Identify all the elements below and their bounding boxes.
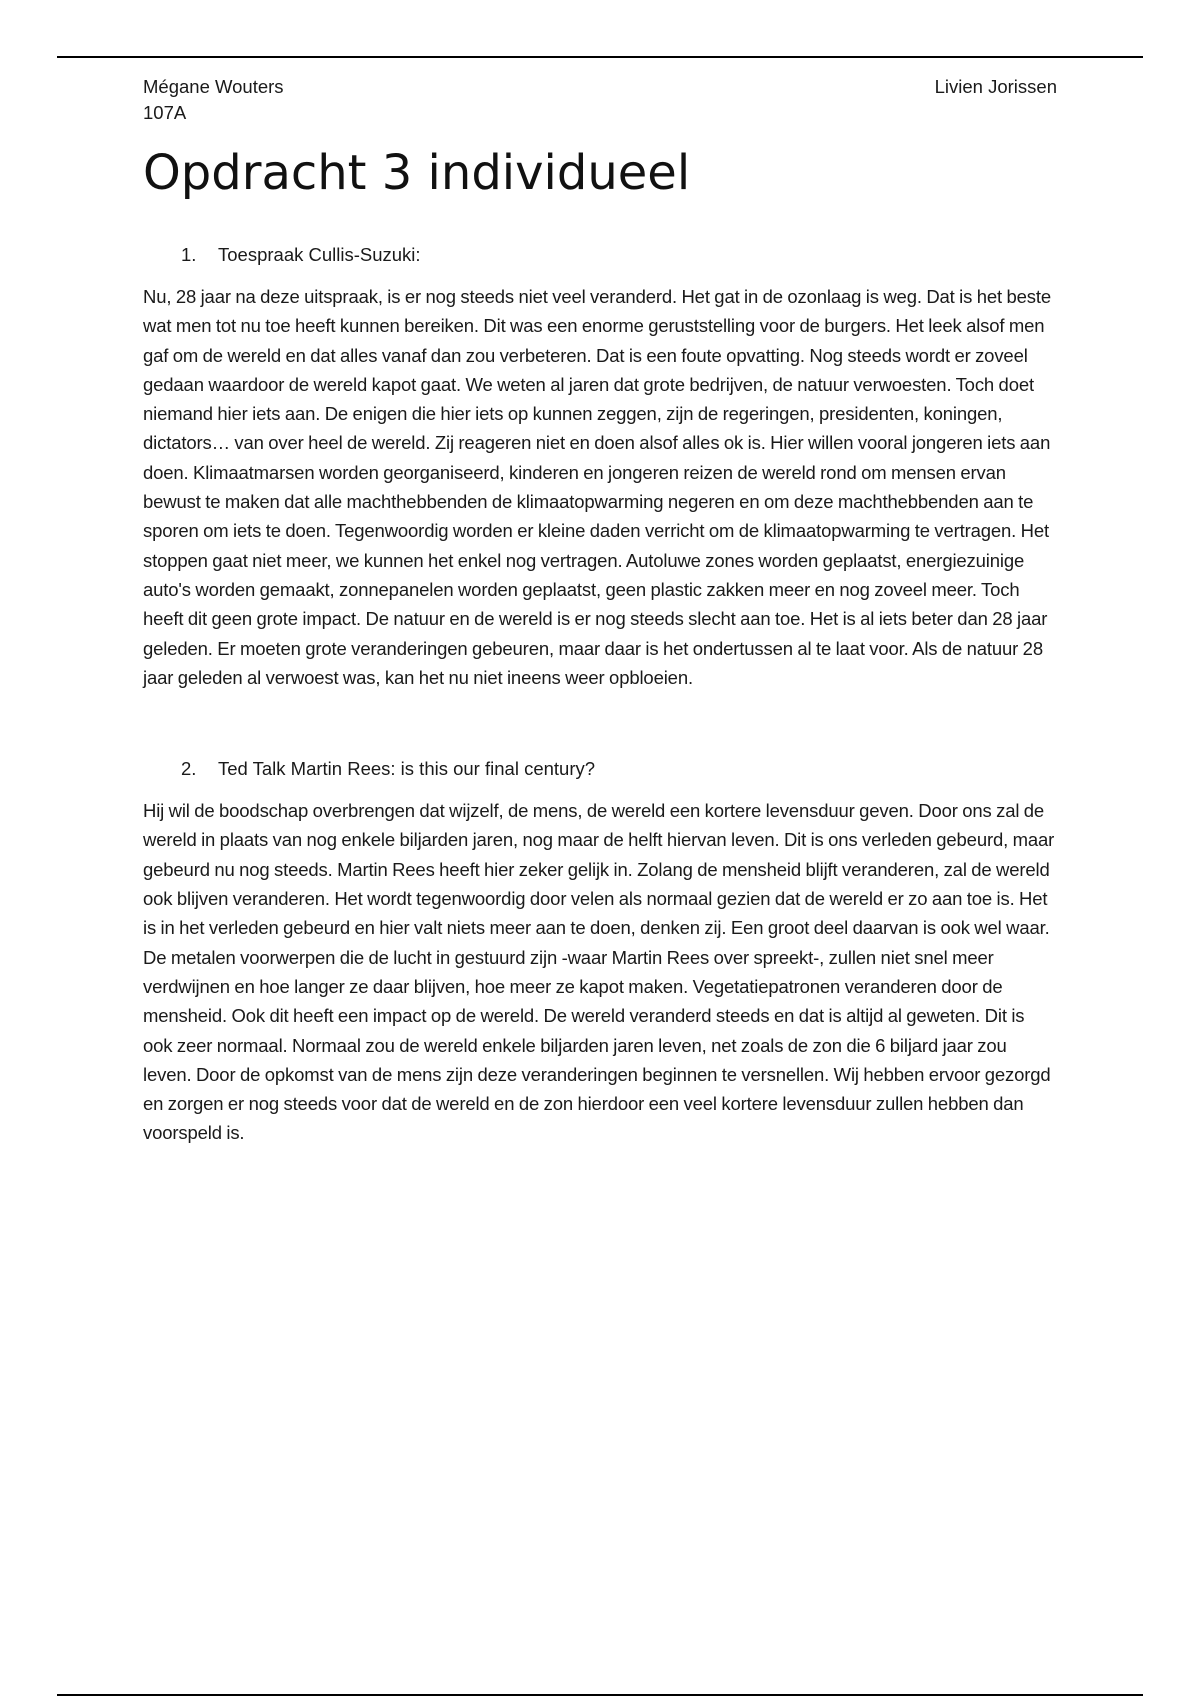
header-rule xyxy=(57,56,1143,58)
author-block xyxy=(143,74,284,126)
section-heading-2 xyxy=(181,756,1057,782)
section-number-2: 2. xyxy=(181,758,197,780)
page-header xyxy=(143,74,1057,126)
section-number-1: 1. xyxy=(181,244,197,265)
document-page xyxy=(143,74,1057,1148)
author-name: Mégane Wouters xyxy=(143,76,284,97)
section-title-1: Toespraak Cullis-Suzuki: xyxy=(218,244,421,265)
page-title: Opdracht 3 individueel xyxy=(143,145,691,201)
footer-rule xyxy=(57,1694,1143,1696)
section-body-1: Nu, 28 jaar na deze uitspraak, is er nog steeds niet veel veranderd. Het gat in de ozonlaag is weg. Dat is het beste wat men tot nu toe heeft kunnen bereiken. Dit was een enorme geruststelling voor de burgers. Het leek alsof men gaf om de wereld en dat alles vanaf dan zou verbeteren. Dat is een foute opvatting. Nog steeds wordt er zoveel gedaan waardoor de wereld kapot gaat. We weten al jaren dat grote bedrijven, de natuur verwoesten. Toch doet niemand hier iets aan. De enigen die hier iets op kunnen zeggen, zijn de regeringen, presidenten, koningen, dictators… van over heel de wereld. Zij reageren niet en doen alsof alles ok is. Hier willen vooral jongeren iets aan doen. Klimaatmarsen worden georganiseerd, kinderen en jongeren reizen de wereld rond om mensen ervan bewust te maken dat alle machthebbenden de klimaatopwarming negeren en om deze machthebbenden aan te sporen om iets te doen. Tegenwoordig worden er kleine daden verricht om de klimaatopwarming te vertragen. Het stoppen gaat niet meer, we kunnen het enkel nog vertragen. Autoluwe zones worden geplaatst, energiezuinige auto's worden gemaakt, zonnepanelen worden geplaatst, geen plastic zakken meer en nog zoveel meer. Toch heeft dit geen grote impact. De natuur en de wereld is er nog steeds slecht aan toe. Het is al iets beter dan 28 jaar geleden. Er moeten grote veranderingen gebeuren, maar daar is het ondertussen al te laat voor. Als de natuur 28 jaar geleden al verwoest was, kan het nu niet ineens weer opbloeien. xyxy=(143,286,1051,688)
section-heading-1 xyxy=(181,242,1057,268)
section-title-2: Ted Talk Martin Rees: is this our final century? xyxy=(218,758,596,780)
author-class: 107A xyxy=(143,102,187,123)
section-body-2: Hij wil de boodschap overbrengen dat wijzelf, de mens, de wereld een kortere levensduur geven. Door ons zal de wereld in plaats van nog enkele biljarden jaren, nog maar de helft hiervan leven. Dit is ons verleden gebeurd, maar gebeurd nu nog steeds. Martin Rees heeft hier zeker gelijk in. Zolang de mensheid blijft veranderen, zal de wereld ook blijven veranderen. Het wordt tegenwoordig door velen als normaal gezien dat de wereld er zo aan toe is. Het is in het verleden gebeurd en hier valt niets meer aan te doen, denken zij. Een groot deel daarvan is ook wel waar. De metalen voorwerpen die de lucht in gestuurd zijn -waar Martin Rees over spreekt-, zullen niet snel meer verdwijnen en hoe langer ze daar blijven, hoe meer ze kapot maken. Vegetatiepatronen veranderen door de mensheid. Ook dit heeft een impact op de wereld. De wereld veranderd steeds en dat is altijd al geweten. Dit is ook zeer normaal. Normaal zou de wereld enkele biljarden jaren leven, net zoals de zon die 6 biljard jaar zou leven. Door de opkomst van de mens zijn deze veranderingen beginnen te versnellen. Wij hebben ervoor gezorgd en zorgen er nog steeds voor dat de wereld en de zon hierdoor een veel kortere levensduur zullen hebben dan voorspeld is. xyxy=(143,800,1055,1144)
partner-name: Livien Jorissen xyxy=(934,76,1057,97)
